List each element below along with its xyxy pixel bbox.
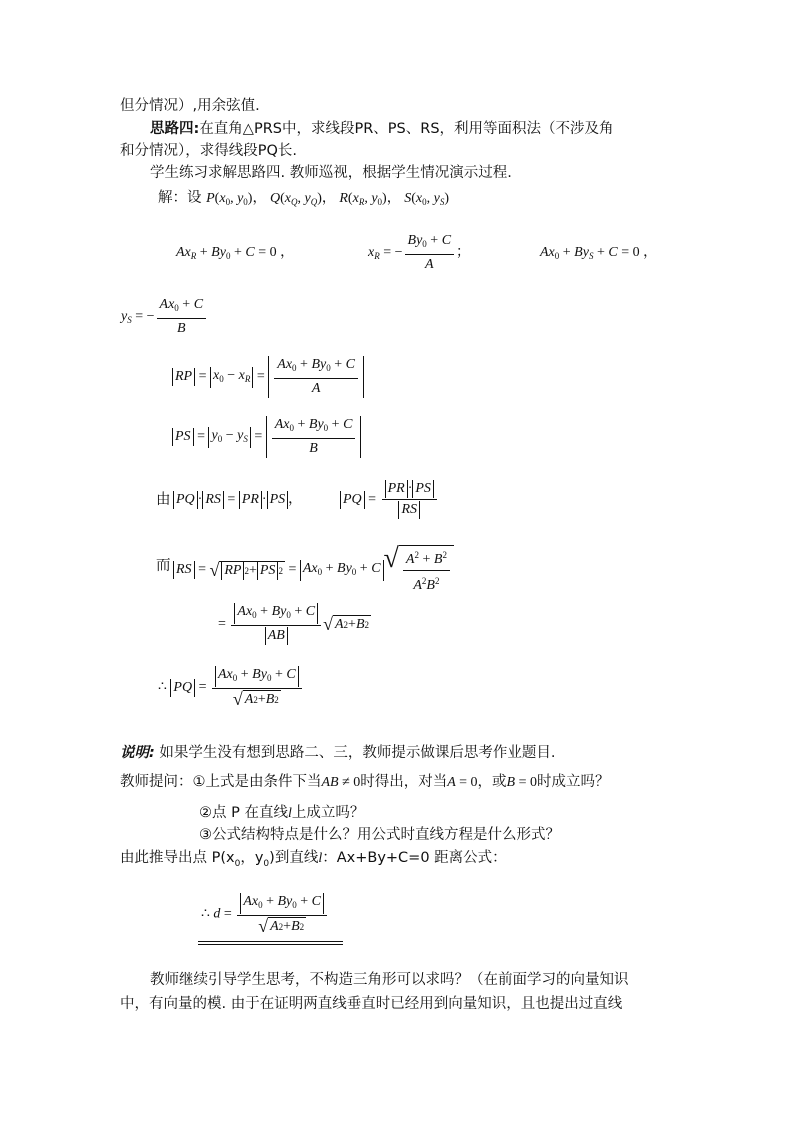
text-line-4: 学生练习求解思路四. 教师巡视，根据学生情况演示过程. — [150, 165, 512, 181]
question-2: ②点 P 在直线l上成立吗？ — [199, 805, 365, 821]
method-four-heading: 思路四: — [150, 121, 200, 137]
note-line — [120, 743, 556, 763]
equation-xr: $x_R$ = − $\frac{By_0 + C}{A}$ ； — [368, 233, 471, 272]
final-line-2: 中，有向量的模. 由于在证明两直线垂直时已经用到向量知识，且也提出过直线 — [120, 996, 623, 1012]
solution-setup: 解：设 $P(x_0$, $y_0$)， $Q(x_Q$, $y_Q$)， $R(x_R$, $y_0$)， $S(x_0$, $y_S$) — [158, 190, 449, 207]
question-3: ③公式结构特点是什么？用公式时直线方程是什么形式？ — [199, 827, 560, 843]
equation-area: PQ · RS = PR · PS ， — [173, 491, 302, 509]
text-line-2 — [150, 119, 614, 139]
word-er: 而 — [156, 558, 171, 574]
equation-pq-ratio: PQ = $\frac{PR \cdot PS}{RS}$ — [340, 480, 439, 519]
equation-pq-result: ∴ PQ = $Ax_0 + By_0 + C$ √ A 2 + B 2 — [158, 666, 304, 709]
equation-line-s: $Ax_0 + By_S + C = 0$ ， — [540, 245, 658, 261]
method-four-body: 在直角△PRS中，求线段PR、PS、RS，利用等面积法（不涉及角 — [199, 121, 614, 137]
word-you: 由 — [156, 492, 171, 508]
formula-double-underline — [198, 941, 343, 945]
note-body: 如果学生没有想到思路二、三，教师提示做课后思考作业题目. — [159, 745, 556, 761]
equation-line-r: $Ax_R + By_0 + C = 0$ ， — [176, 245, 295, 261]
final-line-1: 教师继续引导学生思考，不构造三角形可以求吗？（在前面学习的向量知识 — [150, 972, 629, 988]
derive-line: 由此推导出点 $P(x_0$，$y_0$)到直线l：Ax+By+C=0 距离公式： — [120, 850, 507, 869]
text-line-3: 和分情况），求得线段PQ长. — [120, 143, 298, 159]
text-line-1: 但分情况）,用余弦值. — [120, 98, 260, 114]
equation-rs: RS = √ RP 2 + PS 2 = $Ax_0 + By_0 + C$ √ $\frac{A^2 + B^2}{A^2B^2}$ — [173, 545, 454, 595]
equation-rp: RP = $x_0 - x_R$ = $\frac{Ax_0 + By_0 + C}{A}$ — [172, 356, 364, 398]
distance-formula: ∴ d = $Ax_0 + By_0 + C$ √ A 2 + B 2 — [201, 893, 329, 936]
equation-rs-simplified: = $\frac{Ax_0 + By_0 + C}{AB}$ √ A 2 + B 2 — [218, 604, 370, 643]
equation-ps: PS = $y_0 - y_S$ = $\frac{Ax_0 + By_0 + C}{B}$ — [172, 416, 361, 458]
equation-ys: $y_S$ = − $\frac{Ax_0 + C}{B}$ — [121, 296, 208, 338]
question-1: 教师提问：①上式是由条件下当AB ≠ 0时得出，对当A = 0，或B = 0时成立吗？ — [120, 774, 610, 790]
point-coordinates: $P(x_0$, $y_0$)， $Q(x_Q$, $y_Q$)， $R(x_R$, $y_0$)， $S(x_0$, $y_S$) — [206, 191, 449, 207]
note-heading: 说明: — [120, 745, 155, 761]
